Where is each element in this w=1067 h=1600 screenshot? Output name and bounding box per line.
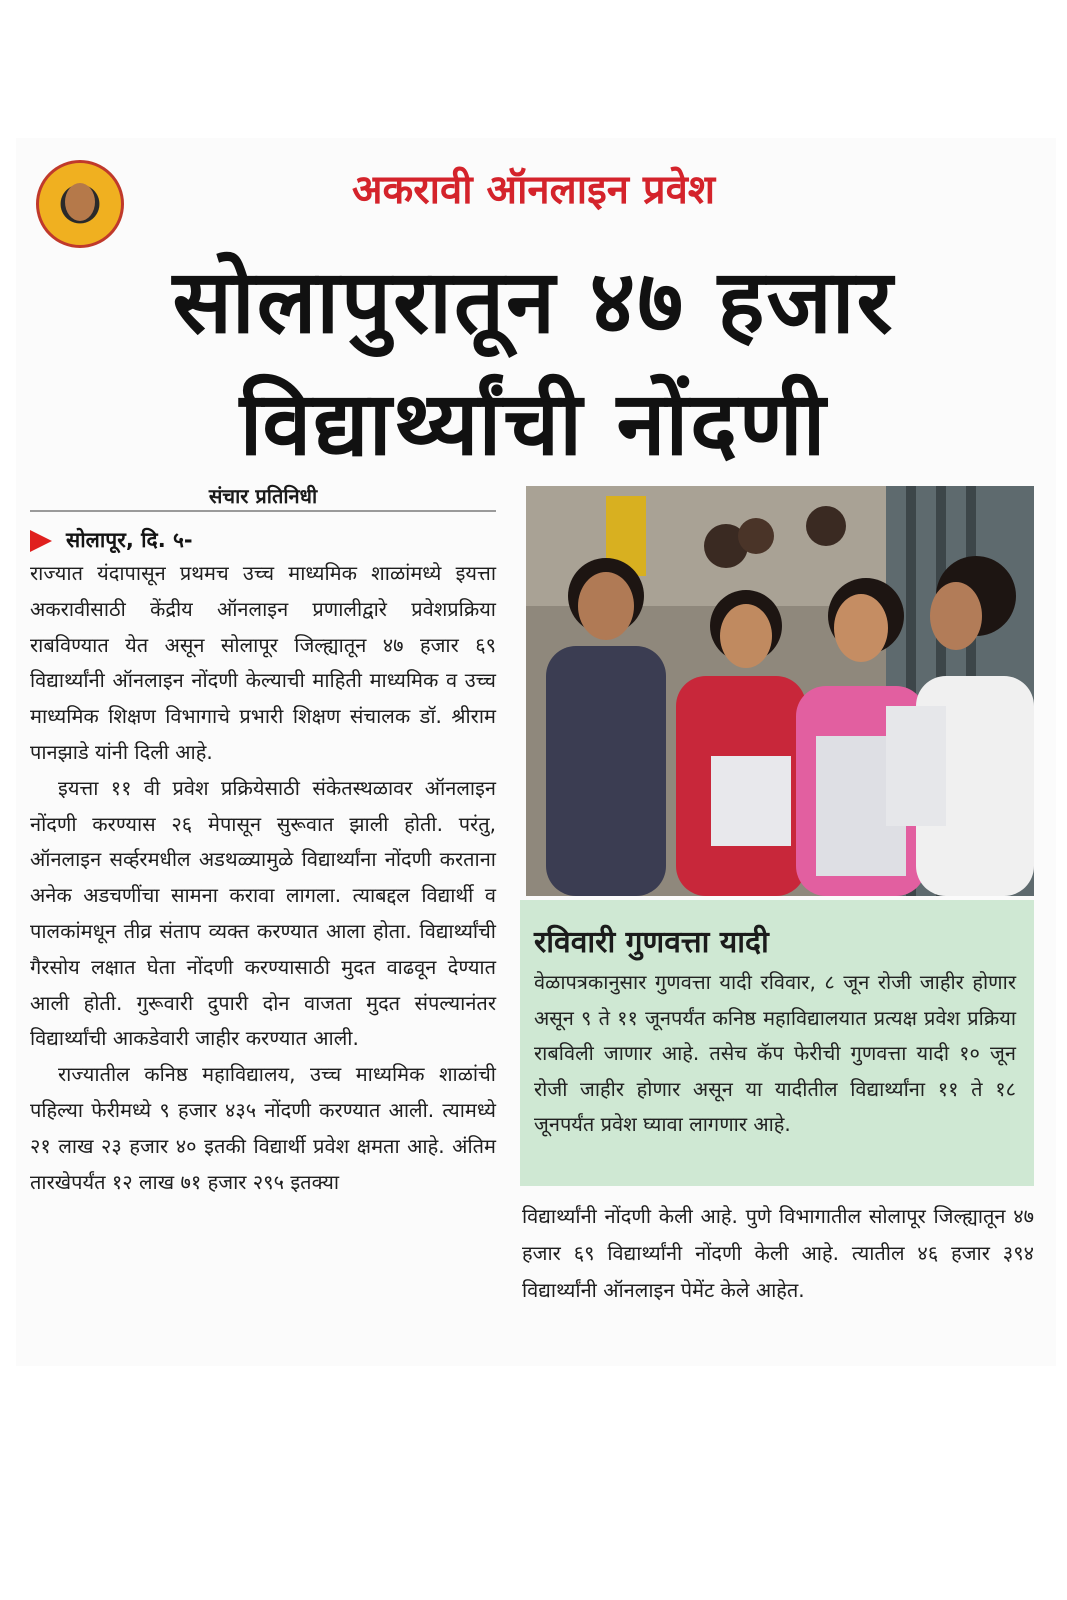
right-paragraph-1: विद्यार्थ्यांनी नोंदणी केली आहे. पुणे विभागातील सोलापूर जिल्ह्यातून ४७ हजार ६९ विद्यार्थ्यांनी नोंदणी केली आहे. त्यातील ४६ हजार ३९४ विद्यार्थ्यांनी ऑनलाइन पेमेंट केले आहेत. xyxy=(522,1204,1034,1302)
byline: संचार प्रतिनिधी xyxy=(208,484,318,508)
headline-line-1: सोलापुरातून ४७ हजार xyxy=(172,250,895,353)
left-paragraph-2: इयत्ता ११ वी प्रवेश प्रक्रियेसाठी संकेतस्थळावर ऑनलाइन नोंदणी करण्यास २६ मेपासून सुरूवात झाली होती. परंतु, ऑनलाइन सर्व्हरमधील अडथळ्यामुळे विद्यार्थ्यांना नोंदणी करताना अनेक अडचणींचा सामना करावा लागला. त्याबद्दल विद्यार्थी व पालकांमधून तीव्र संताप व्यक्त करण्यात आला होता. विद्यार्थ्यांची गैरसोय लक्षात घेता नोंदणी करण्यासाठी मुदत वाढवून देण्यात आली होती. गुरूवारी दुपारी दोन वाजता मुदत संपल्यानंतर विद्यार्थ्यांची आकडेवारी जाहीर करण्यात आली. xyxy=(30,775,496,1051)
merit-list-box xyxy=(520,900,1034,1186)
byline-divider xyxy=(30,510,496,512)
headline-line-2: विद्यार्थ्यांची नोंदणी xyxy=(239,372,828,475)
left-paragraph-1: राज्यात यंदापासून प्रथमच उच्च माध्यमिक शाळांमध्ये इयत्ता अकरावीसाठी केंद्रीय ऑनलाइन प्रणालीद्वारे प्रवेशप्रक्रिया राबविण्यात येत असून सोलापूर जिल्ह्यातून ४७ हजार ६९ विद्यार्थ्यांनी ऑनलाइन नोंदणी केल्याची माहिती माध्यमिक व उच्च माध्यमिक शिक्षण विभागाचे प्रभारी शिक्षण संचालक डॉ. श्रीराम पानझाडे यांनी दिली आहे. xyxy=(30,561,496,764)
triangle-marker-icon xyxy=(30,530,52,552)
dateline-text: सोलापूर, दि. ५- xyxy=(66,528,193,552)
box-body: वेळापत्रकानुसार गुणवत्ता यादी रविवार, ८ जून रोजी जाहीर होणार असून ९ ते ११ जूनपर्यंत कनिष्ठ महाविद्यालयात प्रत्यक्ष प्रवेश प्रक्रिया राबविली जाणार आहे. तसेच कॅप फेरीची गुणवत्ता यादी १० जून रोजी जाहीर होणार असून या यादीतील विद्यार्थ्यांना ११ ते १८ जूनपर्यंत प्रवेश घ्यावा लागणार आहे. xyxy=(534,970,1016,1136)
left-paragraph-3: राज्यातील कनिष्ठ महाविद्यालय, उच्च माध्यमिक शाळांची पहिल्या फेरीमध्ये ९ हजार ४३५ नोंदणी करण्यात आली. त्यामध्ये २१ लाख २३ हजार ४० इतकी विद्यार्थी प्रवेश क्षमता आहे. अंतिम तारखेपर्यंत १२ लाख ७१ हजार २९५ इतक्या xyxy=(30,1062,496,1194)
students-queue-photo-icon xyxy=(526,486,1034,896)
right-column xyxy=(522,1198,1034,1309)
dateline xyxy=(30,526,193,554)
kicker-heading: अकरावी ऑनलाइन प्रवेश xyxy=(351,167,716,213)
students-photo xyxy=(526,486,1034,896)
left-column xyxy=(30,556,496,1200)
box-title: रविवारी गुणवत्ता यादी xyxy=(534,925,769,960)
